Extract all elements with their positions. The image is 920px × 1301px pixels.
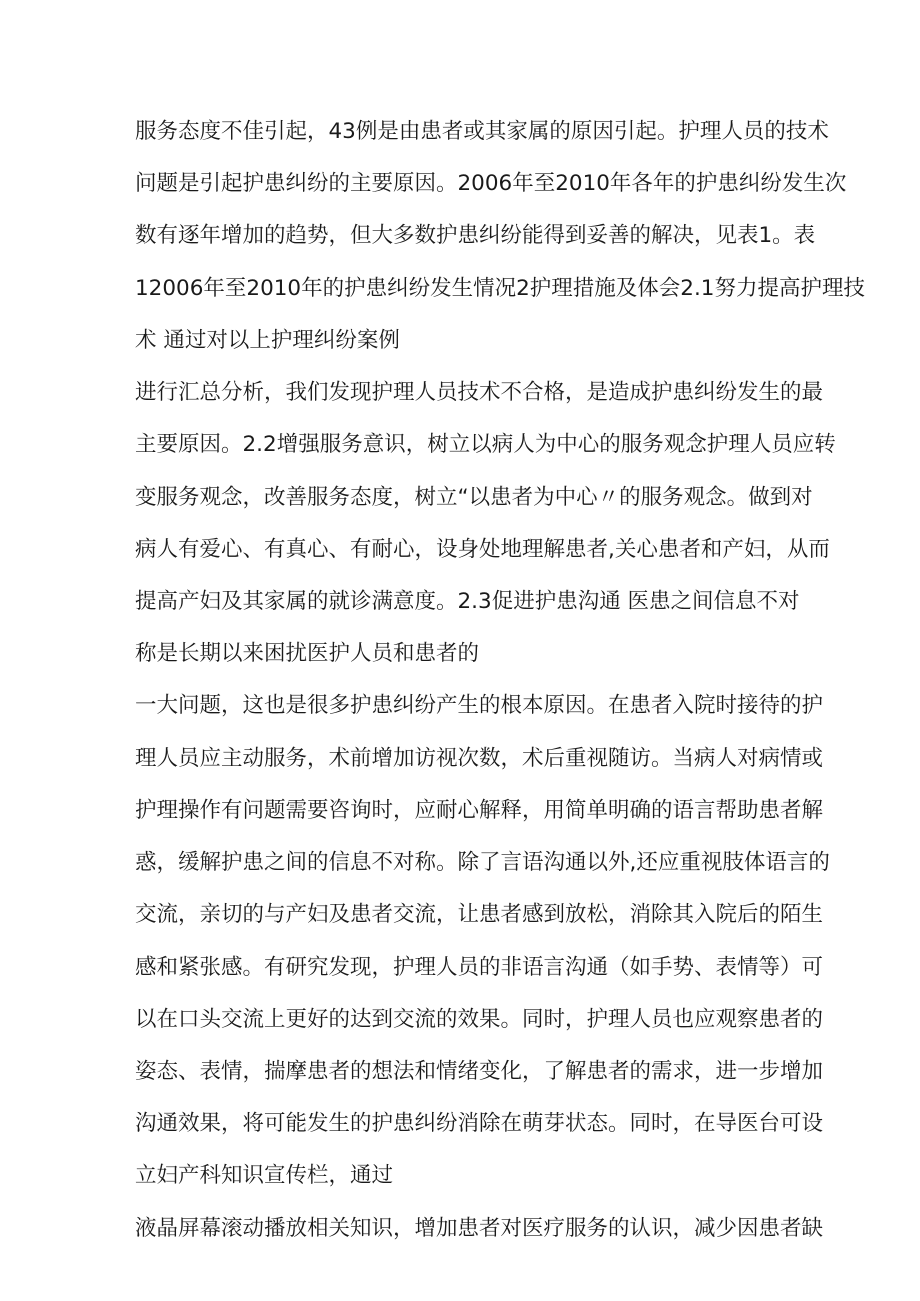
text-line: 以在口头交流上更好的达到交流的效果。同时，护理人员也应观察患者的 [135,1007,824,1032]
text-line: 主要原因。2.2增强服务意识，树立以病人为中心的服务观念护理人员应转 [135,432,836,457]
text-line: 变服务观念，改善服务态度，树立“以患者为中心〃的服务观念。做到对 [135,485,813,510]
text-line: 护理操作有问题需要咨询时，应耐心解释，用简单明确的语言帮助患者解 [135,798,824,823]
text-line: 术 通过对以上护理纠纷案例 [135,328,400,353]
text-line: 液晶屏幕滚动播放相关知识，增加患者对医疗服务的认识，减少因患者缺 [135,1216,824,1241]
text-line: 12006年至2010年的护患纠纷发生情况2护理措施及体会2.1努力提高护理技 [135,276,865,301]
text-line: 病人有爱心、有真心、有耐心，设身处地理解患者,关心患者和产妇，从而 [135,537,830,562]
text-line: 称是长期以来困扰医护人员和患者的 [135,641,480,666]
text-line: 数有逐年增加的趋势，但大多数护患纠纷能得到妥善的解决，见表1。表 [135,223,816,248]
text-line: 一大问题，这也是很多护患纠纷产生的根本原因。在患者入院时接待的护 [135,693,824,718]
text-line: 立妇产科知识宣传栏，通过 [135,1163,394,1188]
text-line: 进行汇总分析，我们发现护理人员技术不合格，是造成护患纠纷发生的最 [135,380,824,405]
text-line: 姿态、表情，揣摩患者的想法和情绪变化，了解患者的需求，进一步增加 [135,1059,824,1084]
text-line: 提高产妇及其家属的就诊满意度。2.3促进护患沟通 医患之间信息不对 [135,589,800,614]
text-line: 惑，缓解护患之间的信息不对称。除了言语沟通以外,还应重视肢体语言的 [135,850,830,875]
text-line: 沟通效果，将可能发生的护患纠纷消除在萌芽状态。同时，在导医台可设 [135,1111,824,1136]
text-line: 服务态度不佳引起，43例是由患者或其家属的原因引起。护理人员的技术 [135,119,829,144]
text-line: 问题是引起护患纠纷的主要原因。2006年至2010年各年的护患纠纷发生次 [135,171,847,196]
text-line: 交流，亲切的与产妇及患者交流，让患者感到放松，消除其入院后的陌生 [135,902,824,927]
text-line: 理人员应主动服务，术前增加访视次数，术后重视随访。当病人对病情或 [135,746,824,771]
text-line: 感和紧张感。有研究发现，护理人员的非语言沟通（如手势、表情等）可 [135,955,824,980]
